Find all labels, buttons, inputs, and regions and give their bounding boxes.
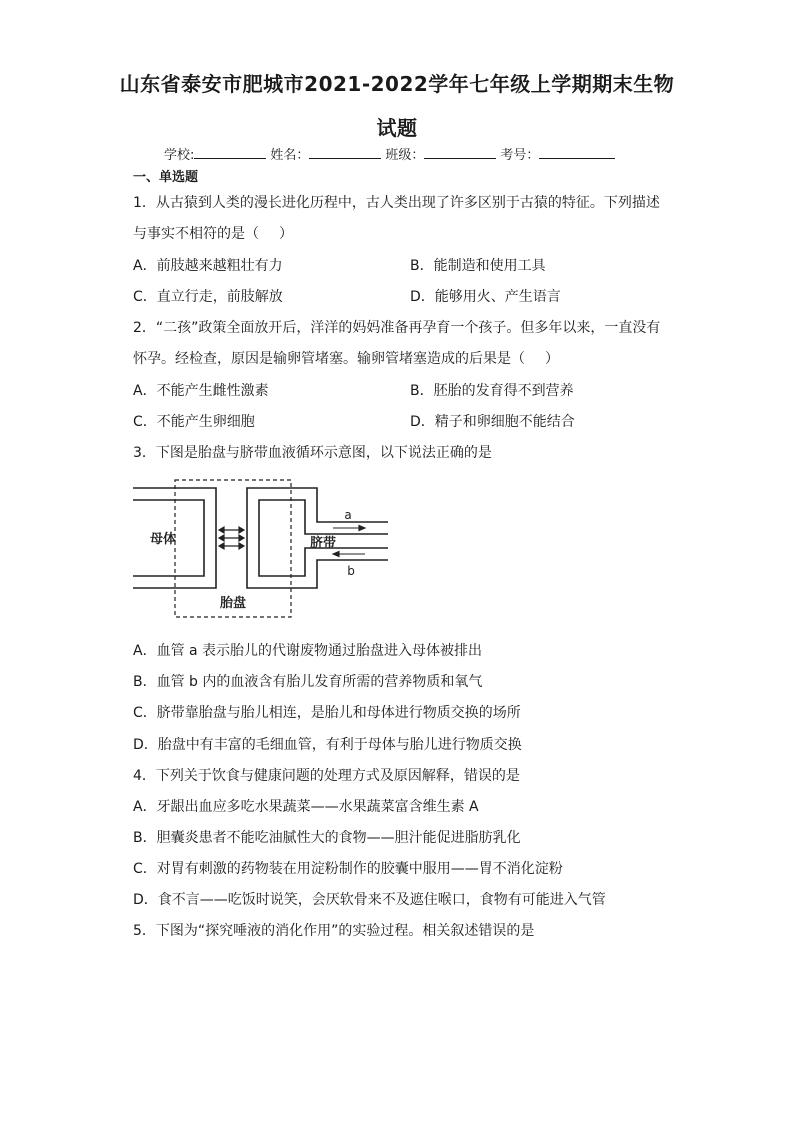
q4-stem-line-1: 4．下列关于饮食与健康问题的处理方式及原因解释，错误的是 <box>133 768 520 784</box>
q2-stem-line-1: 2．“二孩”政策全面放开后，洋洋的妈妈准备再孕育一个孩子。但多年以来，一直没有 <box>133 320 661 336</box>
q2-option-b: B．胚胎的发育得不到营养 <box>410 383 574 399</box>
q1-stem-line-1: 1．从古猿到人类的漫长进化历程中，古人类出现了许多区别于古猿的特征。下列描述 <box>133 195 660 211</box>
q1-option-d: D．能够用火、产生语言 <box>410 289 561 305</box>
mother-label: 母体 <box>149 532 177 547</box>
exam-number-blank <box>539 145 615 159</box>
q1-option-c: C．直立行走，前肢解放 <box>133 289 283 305</box>
vessel-a-label: a <box>344 508 352 522</box>
name-label: 姓名： <box>270 148 310 163</box>
q1-stem-line-2 <box>133 223 293 243</box>
class-label: 班级： <box>385 148 425 163</box>
q3-option-b: B．血管 b 内的血液含有胎儿发育所需的营养物质和氧气 <box>133 674 483 690</box>
q4-option-d: D．食不言——吃饭时说笑，会厌软骨来不及遮住喉口，食物有可能进入气管 <box>133 892 606 908</box>
q2-stem-text: 怀孕。经检查，原因是输卵管堵塞。输卵管堵塞造成的后果是（ <box>133 351 525 367</box>
q3-option-d: D．胎盘中有丰富的毛细血管，有利于母体与胎儿进行物质交换 <box>133 737 522 753</box>
q5-stem-line-1: 5．下图为“探究唾液的消化作用”的实验过程。相关叙述错误的是 <box>133 923 535 939</box>
q1-option-b: B．能制造和使用工具 <box>410 258 546 274</box>
exchange-arrows <box>219 527 244 549</box>
q4-option-c: C．对胃有刺激的药物装在用淀粉制作的胶囊中服用——胃不消化淀粉 <box>133 861 563 877</box>
exam-number-label: 考号： <box>500 148 540 163</box>
vessel-a-arrow <box>333 526 365 531</box>
q2-option-c: C．不能产生卵细胞 <box>133 414 255 430</box>
q2-option-d: D．精子和卵细胞不能结合 <box>410 414 575 430</box>
q2-stem-line-2 <box>133 348 559 368</box>
q3-option-c: C．脐带靠胎盘与胎儿相连，是胎儿和母体进行物质交换的场所 <box>133 705 521 721</box>
student-info-line <box>164 144 619 163</box>
q1-stem-text: 与事实不相符的是（ <box>133 226 259 242</box>
name-blank <box>309 145 381 159</box>
q2-stem-paren-close: ） <box>545 351 559 367</box>
school-blank <box>194 145 266 159</box>
class-blank <box>424 145 496 159</box>
exam-title-line-2: 试题 <box>376 116 418 140</box>
vessel-b-arrow <box>333 552 365 557</box>
q4-option-b: B．胆囊炎患者不能吃油腻性大的食物——胆汁能促进脂肪乳化 <box>133 830 521 846</box>
placenta-label: 胎盘 <box>219 596 247 611</box>
q4-option-a: A．牙龈出血应多吃水果蔬菜——水果蔬菜富含维生素 A <box>133 799 479 815</box>
q2-option-a: A．不能产生雌性激素 <box>133 383 269 399</box>
placenta-umbilical-diagram <box>133 476 393 621</box>
exam-title-line-1: 山东省泰安市肥城市2021-2022学年七年级上学期期末生物 <box>119 72 675 96</box>
school-label: 学校: <box>164 148 195 163</box>
vessel-b-label: b <box>347 564 355 578</box>
umbilical-cord-label: 脐带 <box>309 536 337 551</box>
q3-option-a: A．血管 a 表示胎儿的代谢废物通过胎盘进入母体被排出 <box>133 643 483 659</box>
q1-stem-paren-close: ） <box>279 226 293 242</box>
section-title: 一、单选题 <box>133 170 199 185</box>
q3-stem-line-1: 3．下图是胎盘与脐带血液循环示意图，以下说法正确的是 <box>133 445 492 461</box>
q1-option-a: A．前肢越来越粗壮有力 <box>133 258 283 274</box>
